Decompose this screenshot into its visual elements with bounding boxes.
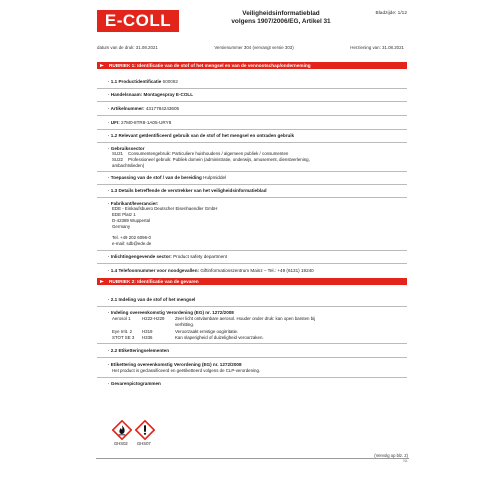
su21-code: SU21 <box>112 151 123 156</box>
relevant-use-heading: · 1.2 Relevant geïdentificeerd gebruik van de stof of het mengsel en ontraden gebruik <box>108 133 295 138</box>
application: · Toepassing van de stof / van de bereiding Hulpmiddel <box>108 175 227 180</box>
section-2-title: RUBRIEK 2: Identificatie van de gevaren <box>109 279 199 284</box>
divider <box>97 263 407 264</box>
address-line-1: EDE - Einkaufsbuero Deutscher Eisenhaendler GmbH <box>112 206 218 211</box>
section-marker-icon <box>100 280 104 283</box>
version-number: Versienummer 304 (vervangt versie 303) <box>214 45 294 50</box>
application-value: Hulpmiddel <box>203 175 227 180</box>
classification-regulation: · Indeling overeenkomstig Verordening (EG) nr. 1272/2008 <box>108 310 234 315</box>
divider <box>97 250 407 251</box>
pictogram-code: GHS07 <box>137 441 151 446</box>
emergency-phone: · 1.4 Telefoonnummer voor noodgevallen: Giftinformationszentrum Mainz – Tel.: +49 (6131) 19240 <box>108 268 314 273</box>
manufacturer-label: · Fabrikant/leverancier: <box>108 201 159 206</box>
trade-name: · Handelsnaam: Montagespray E-COLL <box>108 92 194 97</box>
hazard-text: Zeer licht ontvlambare aerosol. Houder onder druk: kan open barsten bij <box>175 316 316 321</box>
divider <box>97 306 407 307</box>
divider <box>97 343 407 344</box>
divider <box>97 197 407 198</box>
divider <box>97 171 407 172</box>
su21-text: Consumentengebruik: Particuliere huishoudens / algemeen publiek / consumenten <box>128 151 289 156</box>
address-line-2: EDE Platz 1 <box>112 212 136 217</box>
article-number: · Artikelnummer: 4317784243605 <box>108 106 180 111</box>
divider <box>97 88 407 89</box>
section-2-header <box>97 278 407 285</box>
address-line-4: Germany <box>112 224 131 229</box>
divider <box>97 377 407 378</box>
divider <box>97 115 407 116</box>
ufi-value: 27M0-8TR8-1A05-URY8 <box>121 120 172 125</box>
su22-text-2: ambachtslieden) <box>112 163 145 168</box>
page-number: Bladzijde: 1/12 <box>375 11 407 16</box>
article-number-value: 4317784243605 <box>145 106 180 111</box>
trade-name-value: Montagespray E-COLL <box>143 92 194 97</box>
classification-heading: · 2.1 Indeling van de stof of het mengsel <box>108 297 196 302</box>
labelling-regulation: · Etikettering overeenkomstig Verordening (EG) nr. 1272/2008 <box>108 362 242 367</box>
use-sector-label: · Gebruikssector <box>108 146 145 151</box>
pictograms-label: · Gevarenpictogrammen <box>108 381 161 386</box>
hazard-text: verhitting. <box>175 322 195 327</box>
su22-text-1: Professioneel gebruik: Publiek domein (administratie, onderwijs, amusement, dienstverlening, <box>128 157 310 162</box>
hazard-code: H319 <box>142 329 153 334</box>
company-logo: E-COLL <box>97 10 179 32</box>
document-title <box>196 10 366 26</box>
labelling-text: Het product is geclassificeerd en geëtiketteerd volgens de CLP-verordening. <box>112 368 261 373</box>
exclamation-icon <box>135 420 155 440</box>
document-meta <box>97 45 404 50</box>
hazard-text: Veroorzaakt ernstige oogirritatie. <box>175 329 239 334</box>
document-title-line2: volgens 1907/2006/EG, Artikel 31 <box>231 18 331 25</box>
su22-code: SU22 <box>112 157 123 162</box>
labelling-elements-heading: · 2.2 Etiketteringselementen <box>108 348 170 353</box>
divider <box>97 357 407 358</box>
language-mark: NL <box>403 459 408 463</box>
section-1-header <box>97 62 407 69</box>
footer-divider <box>96 458 409 459</box>
section-marker-icon <box>100 64 104 67</box>
flame-icon <box>112 420 132 440</box>
address-line-3: D-42389 Wuppertal <box>112 218 150 223</box>
document-title-line1: Veiligheidsinformatieblad <box>242 10 320 17</box>
continued-note: (Vervolg op blz. 2) <box>374 453 408 458</box>
ufi: · UFI: 27M0-8TR8-1A05-URY8 <box>108 120 172 125</box>
section-1-title: RUBRIEK 1: Identificatie van de stof of het mengsel en van de vennootschap/onderneming <box>109 63 311 68</box>
pictogram-code: GHS02 <box>114 441 128 446</box>
emergency-phone-value: Giftinformationszentrum Mainz – Tel.: +49 (6131) 19240 <box>200 268 314 273</box>
information-department: · Inlichtingengevende sector: Product safety department <box>108 254 227 259</box>
divider <box>97 101 407 102</box>
hazard-class: STOT SE 3 <box>112 335 135 340</box>
divider <box>97 184 407 185</box>
hazard-code: H336 <box>142 335 153 340</box>
product-identifier-value: 600082 <box>162 79 178 84</box>
hazard-class: Aerosol 1 <box>112 316 131 321</box>
supplier-details-heading: · 1.3 Details betreffende de verstrekker van het veiligheidsinformatieblad <box>108 188 267 193</box>
hazard-text: Kan slaperigheid of duizeligheid veroorzaken. <box>175 335 264 340</box>
print-date: datum van de druk: 31.08.2021 <box>97 45 158 50</box>
divider <box>97 142 407 143</box>
telephone: Tel. +49 202 6096-0 <box>112 235 151 240</box>
divider <box>97 129 407 130</box>
email-link[interactable]: e-mail: sdb@ede.de <box>112 241 152 246</box>
hazard-class: Eye Irrit. 2 <box>112 329 133 334</box>
revision-date: Herziening van: 31.08.2021 <box>350 45 404 50</box>
information-department-value: Product safety department <box>173 254 227 259</box>
hazard-code: H222-H229 <box>142 316 165 321</box>
product-identifier: · 1.1 Productidentificatie 600082 <box>108 79 178 84</box>
